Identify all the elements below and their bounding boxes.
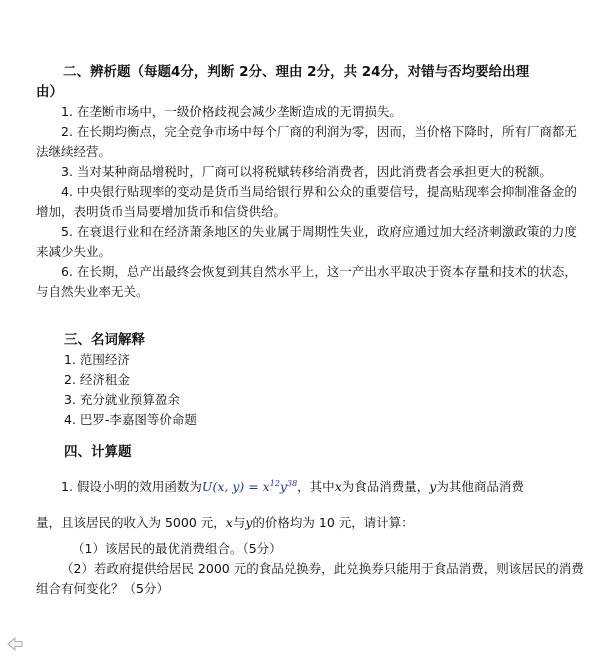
calc-subquestion-2: （2）若政府提供给居民 2000 元的食品兑换券，此兑换券只能用于食品消费，则该居民的消费组合有何变化？（5分） — [36, 561, 584, 597]
term-item-2: 2. 经济租金 — [64, 372, 130, 387]
section-analysis-title: 二、辨析题（每题4分，判断 2分、理由 2分，共 24分，对错与否均要给出理 由） — [36, 64, 530, 100]
back-arrow-icon[interactable] — [6, 636, 24, 652]
section-terms-title: 三、名词解释 — [64, 332, 145, 348]
calc-question-1: 1. 假设小明的效用函数为U(x, $y) = x^{12}y^{38}$，其中x为食品消费量，y为其他商品消费 — [61, 479, 524, 495]
section-analysis — [36, 62, 584, 302]
calc-question-1-line2: 量，且该居民的收入为 5000 元，x与y的价格均为 10 元，请计算： — [36, 515, 414, 531]
utility-formula: U(x, $y) = x^{12}y^{38}$ — [201, 479, 298, 495]
section-calculation-title: 四、计算题 — [64, 444, 132, 460]
term-item-4: 4. 巴罗-李嘉图等价命题 — [64, 412, 197, 427]
analysis-item-1: 1. 在垄断市场中，一级价格歧视会减少垄断造成的无谓损失。 — [61, 104, 402, 119]
analysis-item-6: 6. 在长期，总产出最终会恢复到其自然水平上，这一产出水平取决于资本存量和技术的状态，与自然失业率无关。 — [36, 264, 577, 299]
term-item-3: 3. 充分就业预算盈余 — [64, 392, 180, 407]
analysis-item-3: 3. 当对某种商品增税时，厂商可以将税赋转移给消费者，因此消费者会承担更大的税额。 — [61, 164, 552, 179]
analysis-item-5: 5. 在衰退行业和在经济萧条地区的失业属于周期性失业，政府应通过加大经济刺激政策的力度来减少失业。 — [36, 224, 577, 259]
section-terms — [36, 330, 584, 430]
section-calculation — [36, 442, 584, 599]
analysis-item-2: 2. 在长期均衡点，完全竞争市场中每个厂商的利润为零，因而，当价格下降时，所有厂商都无法继续经营。 — [36, 124, 577, 159]
term-item-1: 1. 范围经济 — [64, 352, 130, 367]
analysis-item-4: 4. 中央银行贴现率的变动是货币当局给银行界和公众的重要信号，提高贴现率会抑制准备金的增加，表明货币当局要增加货币和信贷供给。 — [36, 184, 577, 219]
calc-subquestion-1: （1）该居民的最优消费组合。（5分） — [72, 541, 282, 557]
